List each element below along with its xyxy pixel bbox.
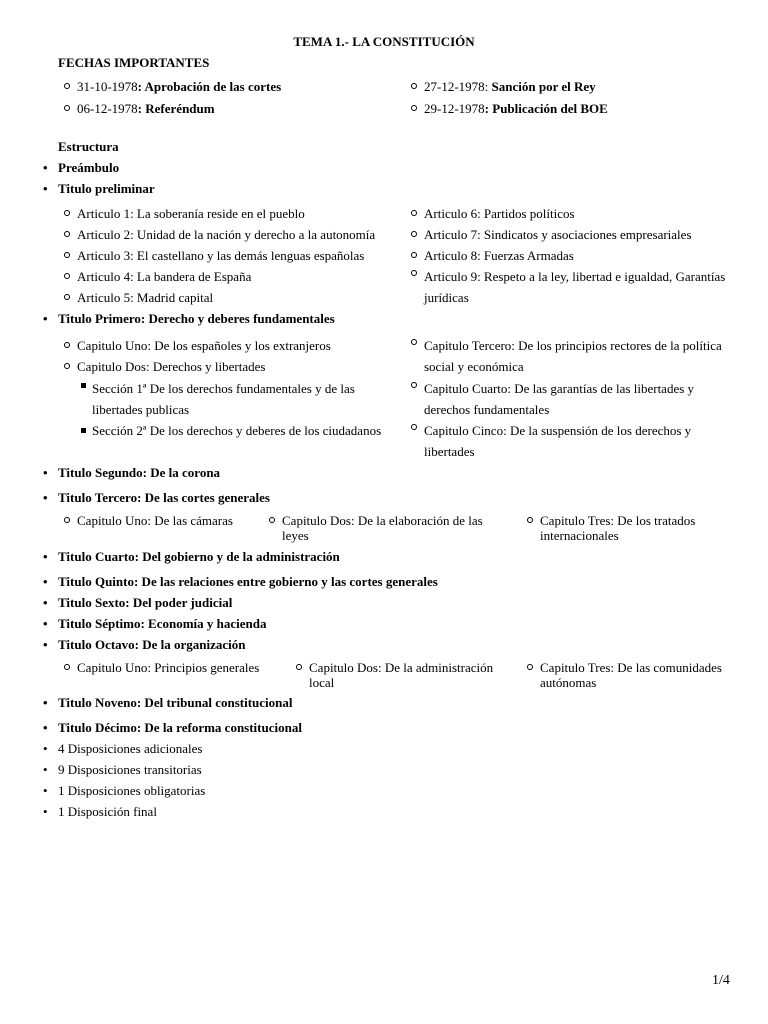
seccion-item: Sección 2ª De los derechos y deberes de los ciudadanos — [92, 423, 382, 438]
titulo-preliminar: • Titulo preliminar — [58, 181, 155, 196]
fecha-item — [424, 79, 596, 94]
titulo-tercero: • Titulo Tercero: De las cortes generales — [58, 490, 270, 505]
titulo-sexto: • Titulo Sexto: Del poder judicial — [58, 595, 232, 610]
articulo-item: Articulo 7: Sindicatos y asociaciones empresariales — [424, 227, 692, 242]
fecha-date: 06-12-1978 — [77, 101, 138, 116]
titulo-septimo: • Titulo Séptimo: Economía y hacienda — [58, 616, 267, 631]
articulo-item: Articulo 3: El castellano y las demás lenguas españolas — [77, 248, 365, 263]
fecha-sep: : — [484, 79, 492, 94]
articulo-item: Articulo 1: La soberanía reside en el pueblo — [77, 206, 305, 221]
disposicion-item: • 9 Disposiciones transitorias — [58, 762, 202, 777]
articulo-item: Articulo 8: Fuerzas Armadas — [424, 248, 574, 263]
disposicion-item: • 1 Disposición final — [58, 804, 157, 819]
disposicion-item: • 1 Disposiciones obligatorias — [58, 783, 205, 798]
titulo-decimo: • Titulo Décimo: De la reforma constitucional — [58, 720, 302, 735]
articulo-item: Articulo 6: Partidos políticos — [424, 206, 575, 221]
fecha-date: 29-12-1978 — [424, 101, 485, 116]
fecha-item — [77, 101, 215, 116]
fecha-sep: : — [137, 101, 146, 116]
fecha-label: Aprobación de las cortes — [144, 79, 282, 94]
capitulo-item: Capitulo Uno: De los españoles y los extranjeros — [77, 338, 331, 353]
capitulo-item: Capitulo Tercero: De los principios rectores de la política social y económica — [424, 335, 734, 377]
titulo-octavo: • Titulo Octavo: De la organización — [58, 637, 246, 652]
fecha-label: Publicación del BOE — [492, 101, 608, 116]
articulo-item: Articulo 9: Respeto a la ley, libertad e igualdad, Garantías jurídicas — [424, 266, 734, 308]
page-number: 1/4 — [712, 973, 730, 988]
titulo-noveno: • Titulo Noveno: Del tribunal constitucional — [58, 695, 293, 710]
capitulo-item: Capitulo Cinco: De la suspensión de los derechos y libertades — [424, 420, 724, 462]
titulo-quinto: • Titulo Quinto: De las relaciones entre gobierno y las cortes generales — [58, 574, 438, 589]
capitulo-item: Capitulo Cuarto: De las garantías de las libertades y derechos fundamentales — [424, 378, 724, 420]
capitulo-item: Capitulo Uno: De las cámaras — [77, 513, 233, 528]
titulo-primero: • Titulo Primero: Derecho y deberes fundamentales — [58, 311, 335, 326]
capitulo-item: Capitulo Dos: De la administración local — [309, 660, 509, 690]
disposicion-item: • 4 Disposiciones adicionales — [58, 741, 202, 756]
fecha-item — [424, 101, 608, 116]
fecha-item — [77, 79, 281, 94]
capitulo-item: Capitulo Dos: De la elaboración de las leyes — [282, 513, 502, 543]
estructura-heading: Estructura — [58, 139, 119, 154]
preambulo-item: • Preámbulo — [58, 160, 119, 175]
page-title: TEMA 1.- LA CONSTITUCIÓN — [293, 34, 475, 49]
fecha-date: 31-10-1978 — [77, 79, 138, 94]
articulo-item: Articulo 4: La bandera de España — [77, 269, 252, 284]
capitulo-item: Capitulo Uno: Principios generales — [77, 660, 260, 675]
articulo-item: Articulo 2: Unidad de la nación y derecho a la autonomía — [77, 227, 376, 242]
articulo-item: Articulo 5: Madrid capital — [77, 290, 214, 305]
fecha-label: Referéndum — [145, 101, 215, 116]
fechas-heading: FECHAS IMPORTANTES — [58, 55, 210, 70]
capitulo-item: Capitulo Tres: De las comunidades autónomas — [540, 660, 735, 690]
fecha-sep: : — [484, 101, 493, 116]
capitulo-item: Capitulo Tres: De los tratados internacionales — [540, 513, 730, 543]
seccion-item: Sección 1ª De los derechos fundamentales y de las libertades publicas — [92, 378, 392, 420]
capitulo-item: Capitulo Dos: Derechos y libertades — [77, 359, 266, 374]
fecha-sep: : — [137, 79, 145, 94]
fecha-label: Sanción por el Rey — [491, 79, 596, 94]
titulo-segundo: • Titulo Segundo: De la corona — [58, 465, 220, 480]
fecha-date: 27-12-1978 — [424, 79, 485, 94]
titulo-cuarto: • Titulo Cuarto: Del gobierno y de la administración — [58, 549, 340, 564]
